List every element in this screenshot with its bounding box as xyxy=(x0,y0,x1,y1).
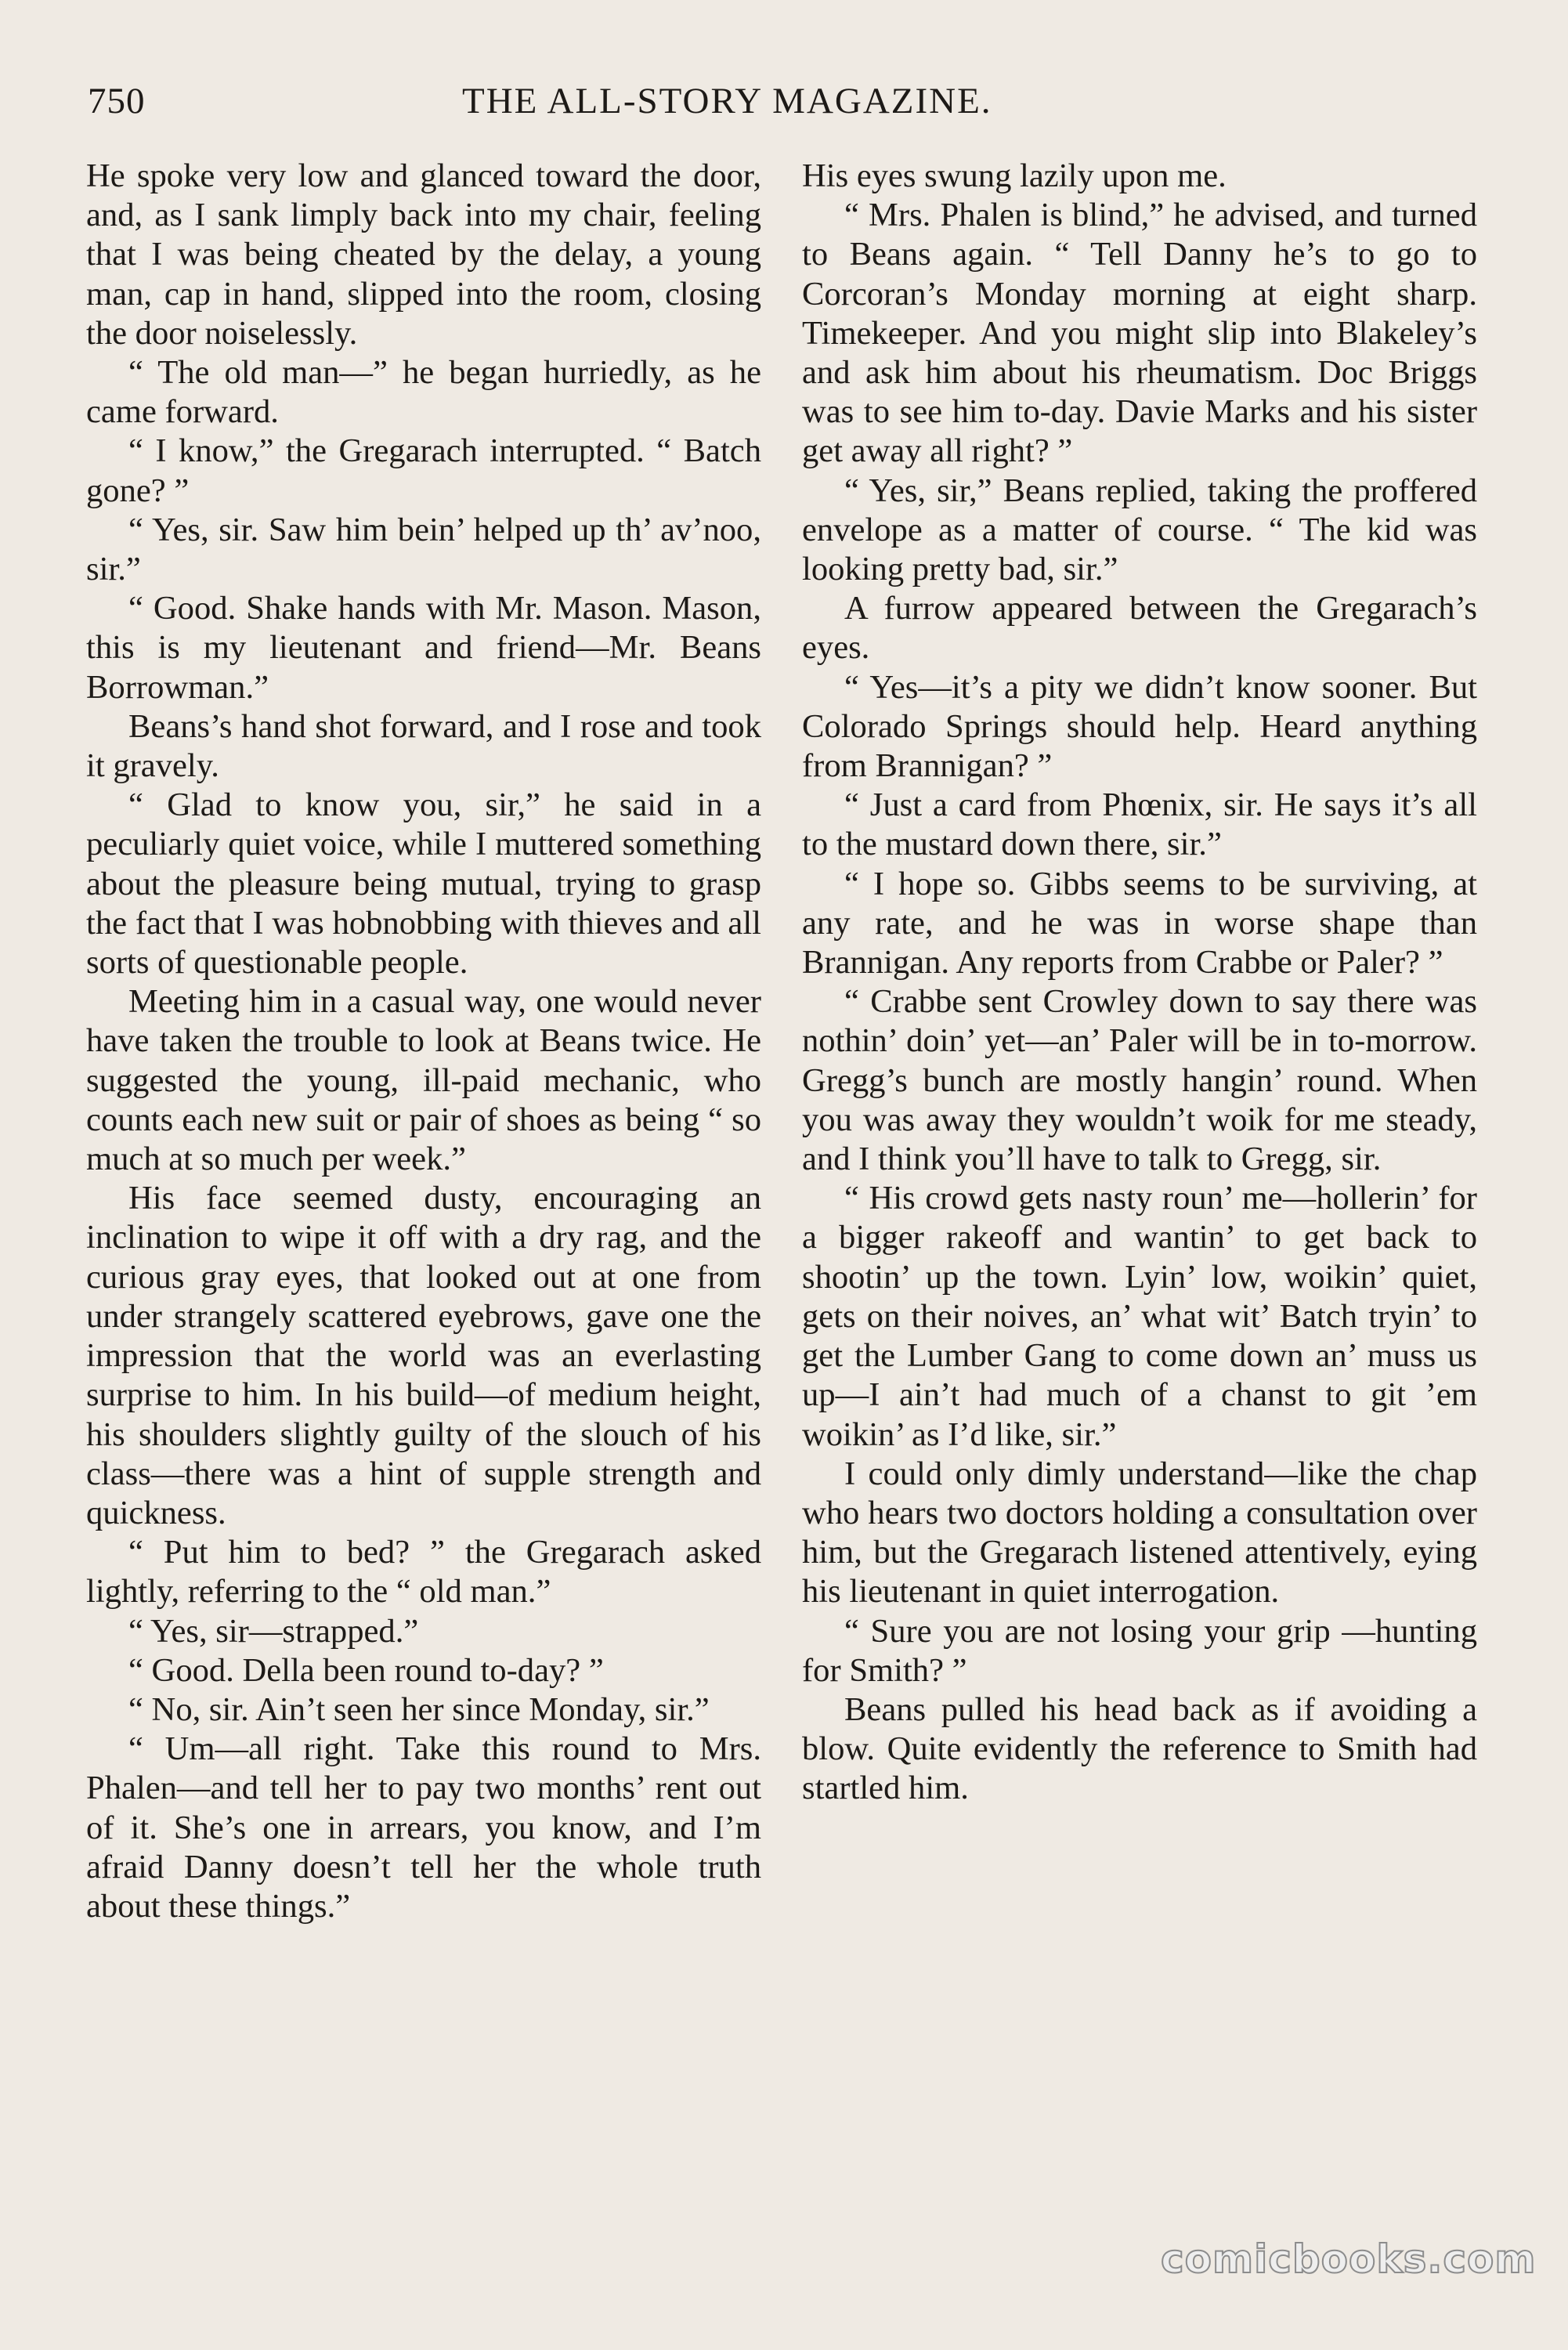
watermark-logo: comicbooks.com xyxy=(1161,2236,1537,2282)
paragraph: “ Glad to know you, sir,” he said in a peculiarly quiet voice, while I muttered something about the pleasure being mutual, trying to grasp the fact that I was hobnobbing with thieves and all sorts of questionable people. xyxy=(86,786,761,982)
paragraph: Beans’s hand shot forward, and I rose and took it gravely. xyxy=(86,707,761,785)
paragraph: “ I hope so. Gibbs seems to be surviving, at any rate, and he was in worse shape than Brannigan. Any reports from Crabbe or Paler? ” xyxy=(802,865,1477,982)
paragraph: “ Crabbe sent Crowley down to say there was nothin’ doin’ yet—an’ Paler will be in to-morrow. Gregg’s bunch are mostly hangin’ round. When you was away they wouldn’t woik for me steady, and I think you’ll have to talk to Gregg, sir. xyxy=(802,983,1477,1178)
paragraph: “ Good. Shake hands with Mr. Mason. Mason, this is my lieutenant and friend—Mr. Beans Borrowman.” xyxy=(86,590,761,706)
paragraph: Beans pulled his head back as if avoiding a blow. Quite evidently the reference to Smith had startled him. xyxy=(802,1690,1477,1807)
paragraph: “ I know,” the Gregarach interrupted. “ Batch gone? ” xyxy=(86,432,761,509)
paragraph: He spoke very low and glanced toward the door, and, as I sank limply back into my chair, feeling that I was being cheated by the delay, a young man, cap in hand, slipped into the room, closing the door noiselessly. xyxy=(86,157,761,352)
paragraph: “ Put him to bed? ” the Gregarach asked lightly, referring to the “ old man.” xyxy=(86,1534,761,1611)
paragraph: “ Sure you are not losing your grip —hunting for Smith? ” xyxy=(802,1612,1477,1689)
paragraph: “ Good. Della been round to-day? ” xyxy=(128,1651,604,1689)
paragraph: “ His crowd gets nasty roun’ me—hollerin’ for a bigger rakeoff and wantin’ to get back to shootin’ up the town. Lyin’ low, woikin’ quiet, gets on their noives, an’ what wit’ Batch tryin’ to get the Lumber Gang to come down an’ muss us up—I ain’t had much of a chanst to git ’em woikin’ as I’d like, sir.” xyxy=(802,1180,1477,1453)
paragraph: “ Just a card from Phœnix, sir. He says it’s all to the mustard down there, sir.” xyxy=(802,786,1477,863)
paragraph: His face seemed dusty, encouraging an inclination to wipe it off with a dry rag, and the curious gray eyes, that looked out at one from under strangely scattered eyebrows, gave one the impression that the world was an everlasting surprise to him. In his build—of medium height, his shoulders slightly guilty of the slouch of his class—there was a hint of supple strength and quickness. xyxy=(86,1180,761,1531)
left-text-column xyxy=(86,157,761,1926)
paragraph: His eyes swung lazily upon me. xyxy=(802,157,1227,194)
paragraph: “ Yes, sir,” Beans replied, taking the proffered envelope as a matter of course. “ The kid was looking pretty bad, sir.” xyxy=(802,472,1477,588)
paragraph: “ Yes—it’s a pity we didn’t know sooner. But Colorado Springs should help. Heard anything from Brannigan? ” xyxy=(802,668,1477,785)
paragraph: I could only dimly understand—like the chap who hears two doctors holding a consultation over him, but the Gregarach listened attentively, eying his lieutenant in quiet interrogation. xyxy=(802,1455,1477,1611)
running-head-title: THE ALL-STORY MAGAZINE. xyxy=(462,81,992,121)
paragraph: “ Yes, sir—strapped.” xyxy=(128,1612,419,1650)
right-text-column xyxy=(802,157,1477,1809)
page-number: 750 xyxy=(88,81,146,121)
paragraph: A furrow appeared between the Gregarach’s eyes. xyxy=(802,590,1477,667)
paragraph: “ The old man—” he began hurriedly, as he came forward. xyxy=(86,354,761,431)
paragraph: “ Mrs. Phalen is blind,” he advised, and turned to Beans again. “ Tell Danny he’s to go to Corcoran’s Monday morning at eight sharp. Timekeeper. And you might slip into Blakeley’s and ask him about his rheumatism. Doc Briggs was to see him to-day. Davie Marks and his sister get away all right? ” xyxy=(802,197,1477,470)
paragraph: “ No, sir. Ain’t seen her since Monday, sir.” xyxy=(128,1690,710,1728)
paragraph: “ Um—all right. Take this round to Mrs. Phalen—and tell her to pay two months’ rent out of it. She’s one in arrears, you know, and I’m afraid Danny doesn’t tell her the whole truth about these things.” xyxy=(86,1730,761,1925)
paragraph: Meeting him in a casual way, one would never have taken the trouble to look at Beans twice. He suggested the young, ill-paid mechanic, who counts each new suit or pair of shoes as being “ so much at so much per week.” xyxy=(86,983,761,1178)
paragraph: “ Yes, sir. Saw him bein’ helped up th’ av’noo, sir.” xyxy=(86,511,761,588)
